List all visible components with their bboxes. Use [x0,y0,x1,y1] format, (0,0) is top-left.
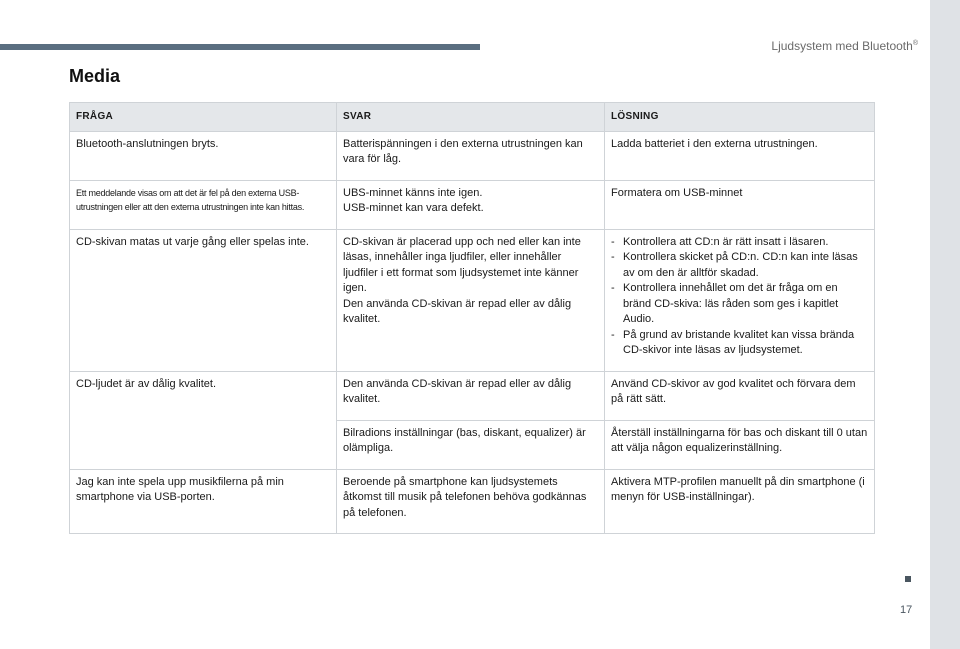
question-cell: Ett meddelande visas om att det är fel på den externa USB-utrustningen eller att den externa utrustningen inte kan hittas. [70,180,337,229]
solution-cell [605,229,875,371]
solution-cell: Återställ inställningarna för bas och diskant till 0 utan att välja någon equalizerinställning. [605,420,875,469]
page-edge-band [930,0,960,649]
question-cell: Bluetooth-anslutningen bryts. [70,131,337,180]
page-number: 17 [900,604,913,616]
table-row [70,371,875,420]
header-rule [0,44,480,50]
table-row [70,229,875,371]
answer-line: Den använda CD-skivan är repad eller av dålig kvalitet. [343,297,572,325]
table-header-row [70,103,875,132]
answer-cell: Bilradions inställningar (bas, diskant, equalizer) är olämpliga. [337,420,605,469]
table-row [70,180,875,229]
answer-line: USB-minnet kan vara defekt. [343,202,484,214]
table-row [70,469,875,534]
solution-step: - Kontrollera innehållet om det är fråga om en bränd CD-skiva: läs råden som ges i kapitlet Audio. [611,281,868,328]
solution-step: - På grund av bristande kvalitet kan vissa brända CD-skivor inte läsas av ljudsystemet. [611,328,868,359]
solution-cell: Aktivera MTP-profilen manuellt på din smartphone (i menyn för USB-inställningar). [605,469,875,534]
column-header-answer: SVAR [337,103,605,132]
answer-line: UBS-minnet känns inte igen. [343,186,483,199]
answer-cell [337,180,605,229]
question-cell: CD-skivan matas ut varje gång eller spelas inte. [70,229,337,371]
answer-cell: Den använda CD-skivan är repad eller av dålig kvalitet. [337,371,605,420]
section-title: Media [69,66,121,86]
answer-cell [337,229,605,371]
question-cell: Jag kan inte spela upp musikfilerna på min smartphone via USB-porten. [70,469,337,534]
solution-steps [611,235,868,359]
answer-line: CD-skivan är placerad upp och ned eller kan inte läsas, innehåller inga ljudfiler, eller innehåller ljudfiler i ett format som ljudsystemet inte känner igen. [343,235,581,294]
solution-cell: Formatera om USB-minnet [605,180,875,229]
faq-table [69,102,875,534]
chapter-title: Ljudsystem med Bluetooth® [771,39,918,53]
column-header-solution: LÖSNING [605,103,875,132]
question-cell: CD-ljudet är av dålig kvalitet. [70,371,337,469]
solution-cell: Ladda batteriet i den externa utrustningen. [605,131,875,180]
answer-cell: Beroende på smartphone kan ljudsystemets åtkomst till musik på telefonen behöva godkännas på telefonen. [337,469,605,534]
solution-cell: Använd CD-skivor av god kvalitet och förvara dem på rätt sätt. [605,371,875,420]
solution-step: - Kontrollera att CD:n är rätt insatt i läsaren. [611,235,868,251]
column-header-question: FRÅGA [70,103,337,132]
answer-cell: Batterispänningen i den externa utrustningen kan vara för låg. [337,131,605,180]
solution-step: - Kontrollera skicket på CD:n. CD:n kan inte läsas av om den är alltför skadad. [611,250,868,281]
table-row [70,131,875,180]
page-marker-square [905,576,911,582]
